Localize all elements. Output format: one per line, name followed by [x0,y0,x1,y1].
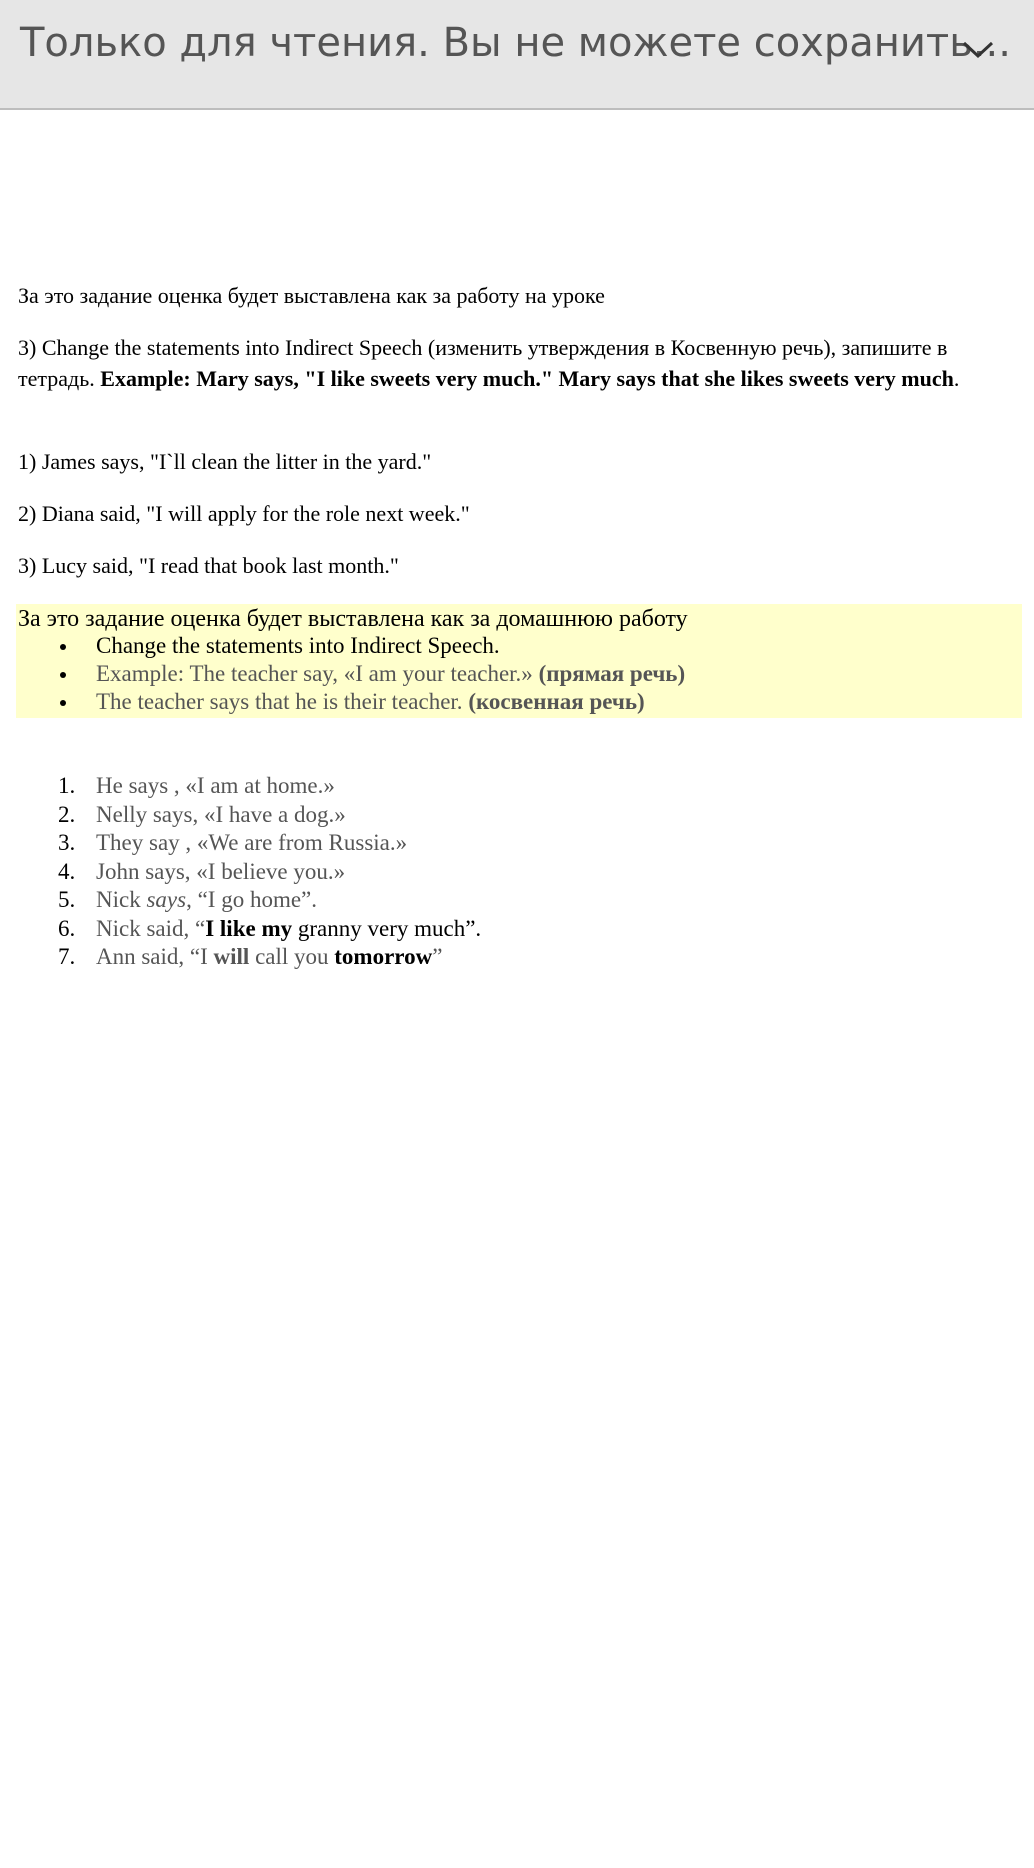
list-item [0,858,481,887]
list-italic: says [146,887,187,912]
list-number: 6. [58,915,76,941]
list-text: Nelly says, «I have a dog.» [96,801,346,827]
bullet-text: Change the statements into Indirect Speech. [96,633,500,658]
list-text: , “I go home”. [186,887,318,912]
bullet-item [16,632,685,660]
task3-example: Example: Mary says, "I like sweets very much." Mary says that she likes sweets very much [100,366,954,391]
list-number: 4. [58,858,76,884]
list-text: call you [249,944,335,969]
bullet-bold: (прямая речь) [538,661,686,686]
list-text: Nick [96,887,147,912]
grade-note-lesson: За это задание оценка будет выставлена как за работу на уроке [18,283,605,308]
list-number: 1. [58,773,76,798]
bullet-text: The teacher says that he is their teacher. [96,689,469,714]
bullet-item [16,660,685,688]
read-only-banner[interactable] [0,0,1034,110]
bullet-icon [60,644,66,650]
list-text: Ann said, “I [96,944,214,969]
list-item [0,943,481,972]
list-item [0,915,481,944]
list-item [0,801,481,830]
list-text: John says, «I believe you.» [96,858,346,884]
list-text: granny very much”. [292,915,482,941]
list-number: 7. [58,944,76,969]
bullet-text: Example: The teacher say, «I am your teacher.» [96,661,539,686]
grade-note-homework: За это задание оценка будет выставлена как за домашнюю работу [18,606,688,632]
list-number: 5. [58,887,76,912]
list-item [0,886,481,915]
bullet-bold: (косвенная речь) [468,689,645,714]
list-bold: I like [205,915,262,941]
list-bold: my [261,915,293,941]
list-text: Nick said, “ [96,915,206,941]
list-bold: will [213,944,250,969]
list-item [0,829,481,858]
task-item-3: 3) Lucy said, "I read that book last month." [18,553,399,578]
bullet-item [16,688,685,716]
bullet-icon [60,672,66,678]
task-item-1: 1) James says, "I`ll clean the litter in the yard." [18,449,432,474]
banner-title: Только для чтения. Вы не можете сохранить... [20,20,1011,66]
exercise-list [0,772,481,972]
task3-instructions [18,332,1018,394]
bullet-icon [60,700,66,706]
list-bold: tomorrow [334,944,433,969]
homework-bullets [16,632,685,716]
list-number: 3. [58,830,76,855]
task3-period: . [953,366,960,391]
homework-highlight-block [16,604,1022,718]
task3-intro: 3) Change the statements into Indirect Speech (изменить утверждения в Косвенную речь), запишите в тетрадь. [18,335,948,391]
list-number: 2. [58,801,76,827]
chevron-down-icon[interactable] [958,34,998,64]
task-item-2: 2) Diana said, "I will apply for the role next week." [18,501,470,526]
list-text: They say , «We are from Russia.» [96,830,408,855]
list-text: ” [432,944,443,969]
list-item [0,772,481,801]
list-text: He says , «I am at home.» [96,773,335,798]
